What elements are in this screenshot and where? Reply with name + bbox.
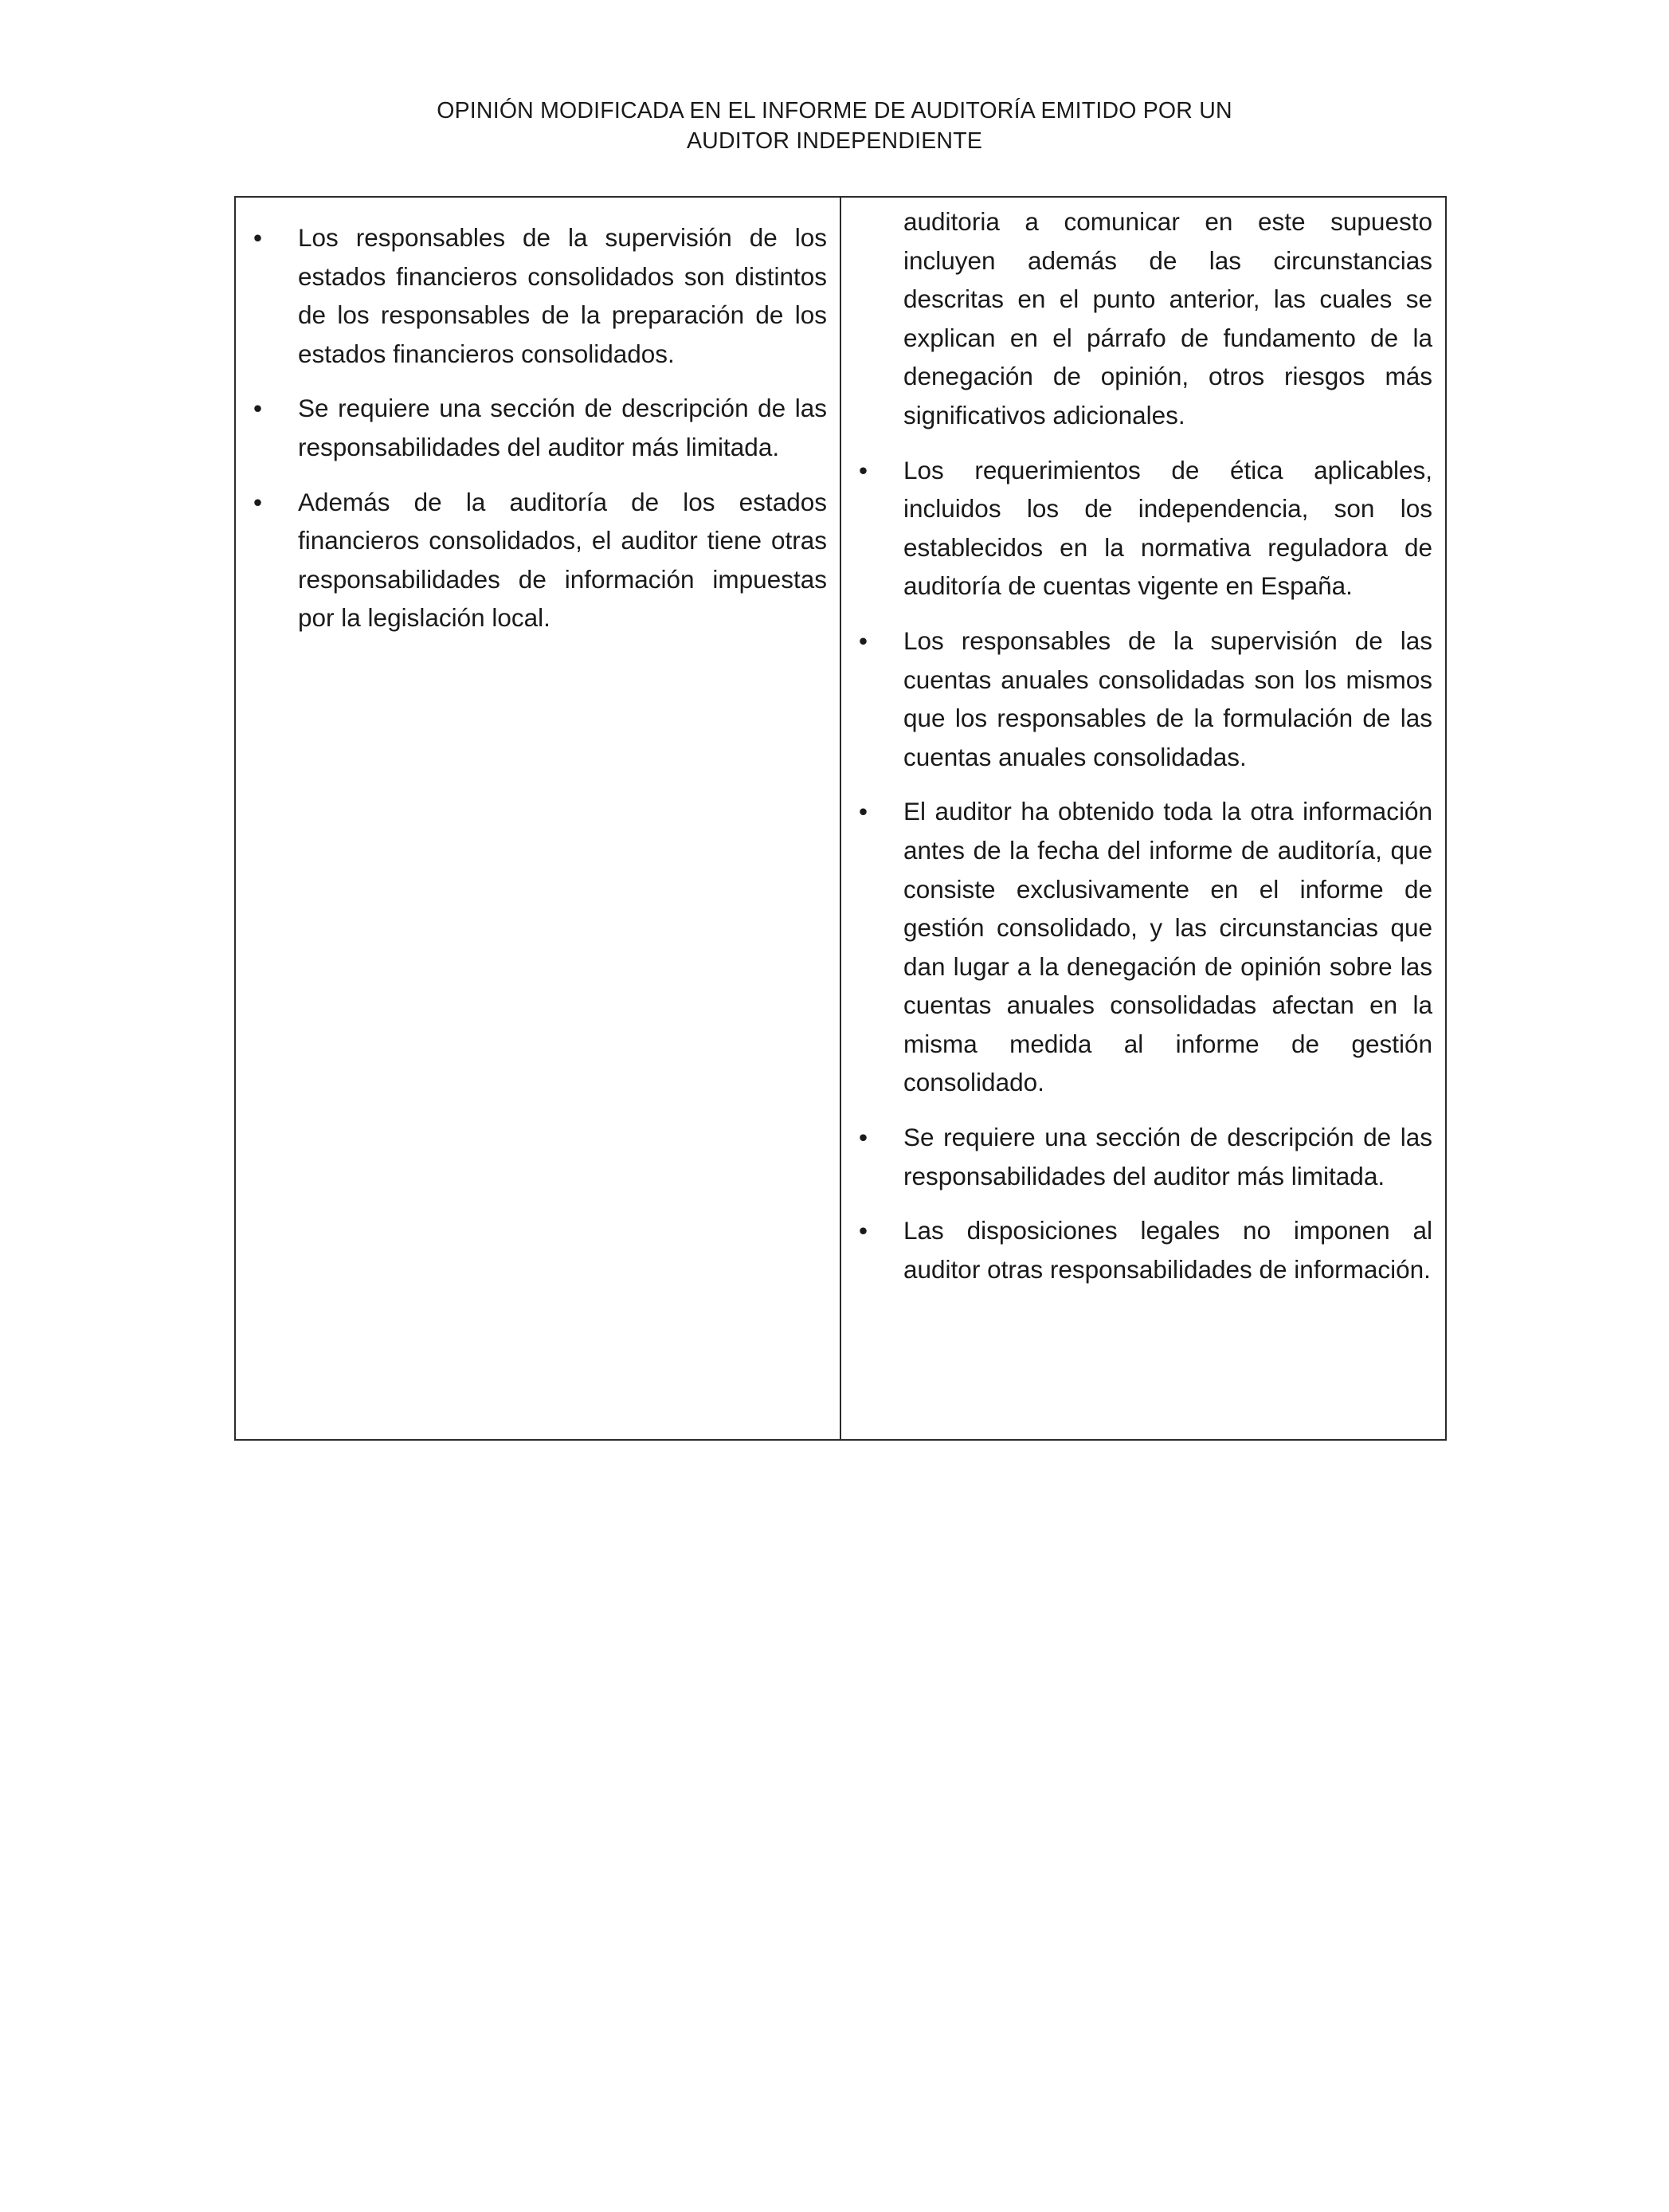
bullet-icon: •: [253, 223, 263, 252]
bullet-icon: •: [253, 487, 263, 516]
list-item: [236, 218, 827, 373]
list-item: [841, 451, 1432, 606]
list-item: [841, 1118, 1432, 1195]
list-item-text: Los requerimientos de ética aplicables, incluidos los de independencia, son los establecidos en la normativa reguladora de auditoría de cuentas vigente en España.: [903, 455, 1432, 601]
list-item: [841, 792, 1432, 1102]
list-item: [841, 1211, 1432, 1288]
bullet-icon: •: [859, 626, 868, 655]
bullet-icon: •: [859, 1123, 868, 1152]
bullet-icon: •: [859, 797, 868, 826]
bullet-icon: •: [859, 1216, 868, 1245]
table-cell-left: [236, 198, 841, 1439]
list-item-text: Se requiere una sección de descripción de las responsabilidades del auditor más limitada.: [903, 1123, 1432, 1190]
right-bullet-list: [841, 202, 1432, 1288]
list-item-text: Los responsables de la supervisión de las cuentas anuales consolidadas son los mismos que los responsables de la formulación de las cuentas anuales consolidadas.: [903, 626, 1432, 771]
table-cell-right: [841, 198, 1445, 1439]
page-title-line-1: OPINIÓN MODIFICADA EN EL INFORME DE AUDITORÍA EMITIDO POR UN: [437, 98, 1232, 124]
list-item: [841, 622, 1432, 776]
list-item-text: Las disposiciones legales no imponen al auditor otras responsabilidades de información.: [903, 1216, 1432, 1284]
comparison-table: [234, 196, 1447, 1441]
list-item: [236, 389, 827, 466]
list-item-text: Se requiere una sección de descripción de las responsabilidades del auditor más limitada.: [298, 394, 827, 461]
list-item-text: El auditor ha obtenido toda la otra información antes de la fecha del informe de auditoría, que consiste exclusivamente en el informe de gestión consolidado, y las circunstancias que dan lugar a la denegación de opinión sobre las cuentas anuales consolidadas afectan en la misma medida al informe de gestión consolidado.: [903, 797, 1432, 1097]
bullet-icon: •: [859, 455, 868, 484]
list-item-text: Los responsables de la supervisión de los estados financieros consolidados son distintos de los responsables de la preparación de los estados financieros consolidados.: [298, 223, 827, 368]
left-bullet-list: [236, 218, 827, 637]
bullet-icon: •: [253, 394, 263, 423]
list-item: [236, 483, 827, 637]
list-item-text: Además de la auditoría de los estados financieros consolidados, el auditor tiene otras responsabilidades de información impuestas por la legislación local.: [298, 487, 827, 633]
continuation-paragraph: auditoria a comunicar en este supuesto incluyen además de las circunstancias descritas en el punto anterior, las cuales se explican en el párrafo de fundamento de la denegación de opinión, otros riesgos más significativos adicionales.: [903, 207, 1432, 429]
page-header: [0, 96, 1669, 156]
page-title-line-2: AUDITOR INDEPENDIENTE: [686, 128, 983, 154]
